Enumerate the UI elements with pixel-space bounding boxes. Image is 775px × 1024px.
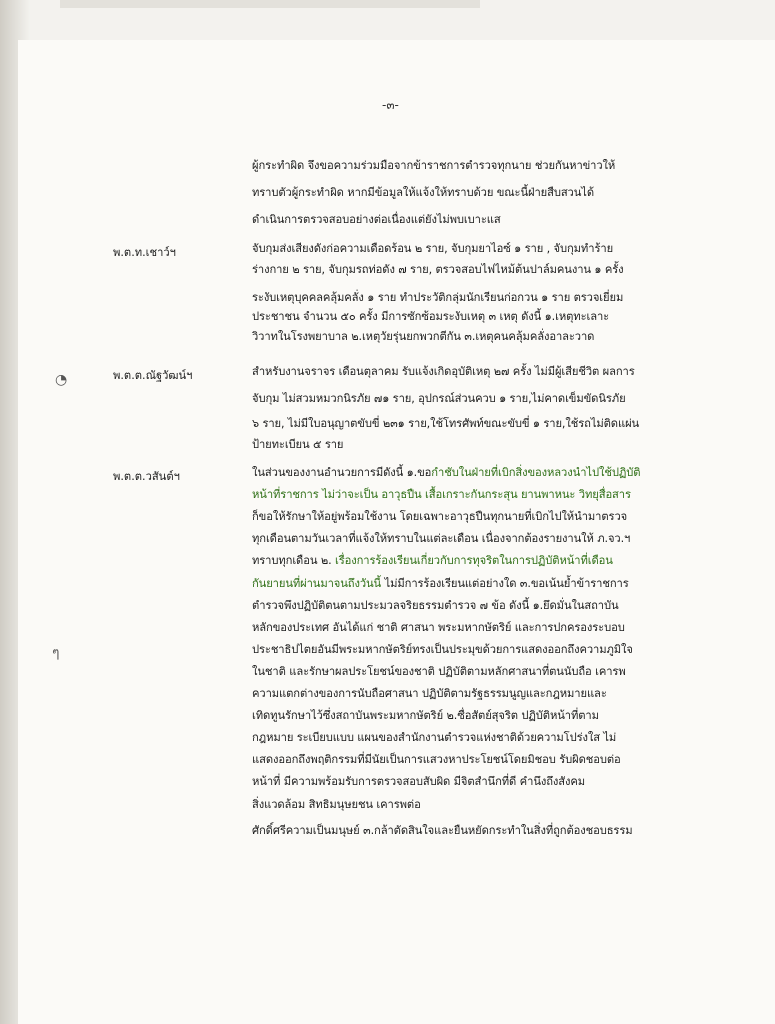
- highlighted-text: หน้าที่ราชการ ไม่ว่าจะเป็น อาวุธปืน เสื้อเกราะกันกระสุน ยานพาหนะ วิทยุสื่อสาร: [252, 488, 631, 502]
- text-line: [252, 710, 599, 721]
- scan-strip: [60, 0, 480, 8]
- text-line: ๖ ราย, ไม่มีใบอนุญาตขับขี่ ๒๓๑ ราย,ใช้โทรศัพท์ขณะขับขี่ ๑ ราย,ใช้รถไม่ติดแผ่น: [252, 417, 640, 430]
- text-line: จับกุม ไม่สวมหมวกนิรภัย ๗๑ ราย, อุปกรณ์ส่วนควบ ๑ ราย,ไม่คาดเข็มขัดนิรภัย: [252, 392, 626, 405]
- speaker-label: พ.ต.ต.วสันต์ฯ: [113, 470, 180, 483]
- text-line: [252, 511, 627, 522]
- text-segment: หลักของประเทศ อันได้แก่ ชาติ ศาสนา พระมหากษัตริย์ และการปกครองระบอบ: [252, 620, 625, 634]
- speaker-label: พ.ต.ท.เชาว์ฯ: [113, 246, 176, 259]
- text-segment: หน้าที่ มีความพร้อมรับการตรวจสอบสับผิด มีจิตสำนึกที่ดี คำนึงถึงสังคม: [252, 775, 586, 789]
- text-line: [252, 489, 631, 500]
- text-line: วิวาทในโรงพยาบาล ๒.เหตุวัยรุ่นยกพวกตีกัน ๓.เหตุคนคลุ้มคลั่งอาละวาด: [252, 329, 595, 343]
- page-number: -๓-: [382, 98, 399, 112]
- margin-mark: ๆ: [52, 645, 60, 661]
- text-line: [252, 600, 619, 611]
- text-segment: ประชาธิปไตยอันมีพระมหากษัตริย์ทรงเป็นประมุขด้วยการแสดงออกถึงความภูมิใจ: [252, 642, 633, 656]
- text-segment: ความแตกต่างของการนับถือศาสนา ปฏิบัติตามรัฐธรรมนูญและกฎหมายและ: [252, 687, 607, 700]
- text-line: [252, 754, 621, 765]
- text-segment: ไม่มีการร้องเรียนแต่อย่างใด ๓.ขอเน้นย้ำข้าราชการ: [381, 576, 629, 590]
- speaker-label: พ.ต.ต.ณัฐวัฒน์ฯ: [113, 369, 193, 382]
- text-line: [252, 644, 633, 655]
- text-line: [252, 732, 616, 743]
- text-line: [252, 578, 629, 589]
- text-line: [252, 776, 585, 787]
- text-line: ป้ายทะเบียน ๕ ราย: [252, 438, 344, 451]
- text-segment: ทราบทุกเดือน ๒.: [252, 554, 336, 568]
- text-line: สำหรับงานจราจร เดือนตุลาคม รับแจ้งเกิดอุบัติเหตุ ๒๗ ครั้ง ไม่มีผู้เสียชีวิต ผลการ: [252, 365, 635, 378]
- text-line: [252, 666, 626, 677]
- text-line: ระงับเหตุบุคคลคลุ้มคลั่ง ๑ ราย ทำประวัติกลุ่มนักเรียนก่อกวน ๑ ราย ตรวจเยี่ยม: [252, 290, 624, 304]
- margin-mark: ◔: [55, 372, 68, 388]
- text-segment: ตำรวจพึงปฏิบัติตนตามประมวลจริยธรรมตำรวจ ๗ ข้อ ดังนี้ ๑.ยึดมั่นในสถาบัน: [252, 598, 619, 612]
- text-line: [252, 688, 607, 699]
- text-segment: สิ่งแวดล้อม สิทธิมนุษยชน เคารพต่อ: [252, 797, 421, 811]
- text-line: ศักดิ์ศรีความเป็นมนุษย์ ๓.กล้าตัดสินใจและยืนหยัดกระทำในสิ่งที่ถูกต้องชอบธรรม: [252, 824, 633, 837]
- text-line: [252, 622, 625, 633]
- text-line: [252, 533, 630, 544]
- text-line: จับกุมส่งเสียงดังก่อความเดือดร้อน ๒ ราย, จับกุมยาไอซ์ ๑ ราย , จับกุมทำร้าย: [252, 242, 614, 255]
- text-segment: กฎหมาย ระเบียบแบบ แผนของสำนักงานตำรวจแห่งชาติด้วยความโปร่งใส ไม่: [252, 731, 617, 745]
- text-line: ดำเนินการตรวจสอบอย่างต่อเนื่องแต่ยังไม่พบเบาะแส: [252, 213, 501, 226]
- text-line: [252, 555, 613, 566]
- text-line: ผู้กระทำผิด จึงขอความร่วมมือจากข้าราชการตำรวจทุกนาย ช่วยกันหาข่าวให้: [252, 159, 616, 172]
- text-line: ประชาชน จำนวน ๕๐ ครั้ง มีการซักซ้อมระงับเหตุ ๓ เหตุ ดังนี้ ๑.เหตุทะเลาะ: [252, 310, 610, 323]
- text-line: ทราบตัวผู้กระทำผิด หากมีข้อมูลให้แจ้งให้ทราบด้วย ขณะนี้ฝ่ายสืบสวนได้: [252, 186, 594, 199]
- highlighted-text: เรื่องการร้องเรียนเกี่ยวกับการทุจริตในการปฏิบัติหน้าที่เดือน: [335, 554, 613, 568]
- highlighted-text: กันยายนที่ผ่านมาจนถึงวันนี้: [252, 576, 382, 590]
- text-segment: แสดงออกถึงพฤติกรรมที่มีนัยเป็นการแสวงหาประโยชน์โดยมิชอบ รับผิดชอบต่อ: [252, 753, 621, 767]
- text-line: ร่างกาย ๒ ราย, จับกุมรถท่อดัง ๗ ราย, ตรวจสอบไฟไหม้ต้นปาล์มคนงาน ๑ ครั้ง: [252, 262, 624, 276]
- text-segment: ในส่วนของงานอำนวยการมีดังนี้ ๑.ขอ: [252, 466, 432, 479]
- text-segment: เทิดทูนรักษาไว้ซึ่งสถาบันพระมหากษัตริย์ ๒.ซื่อสัตย์สุจริต ปฏิบัติหน้าที่ตาม: [252, 709, 599, 723]
- text-segment: ในชาติ และรักษาผลประโยชน์ของชาติ ปฏิบัติตามหลักศาสนาที่ตนนับถือ เคารพ: [252, 664, 626, 678]
- highlighted-text: กำชับในฝ่ายที่เบิกสิ่งของหลวงนำไปใช้ปฏิบัติ: [431, 466, 641, 479]
- text-line: [252, 799, 421, 810]
- text-segment: ก็ขอให้รักษาให้อยู่พร้อมใช้งาน โดยเฉพาะอาวุธปืนทุกนายที่เบิกไปให้นำมาตรวจ: [252, 510, 628, 524]
- text-segment: ทุกเดือนตามวันเวลาที่แจ้งให้ทราบในแต่ละเดือน เนื่องจากต้องรายงานให้ ภ.จว.ฯ: [252, 532, 631, 546]
- text-line: [252, 467, 640, 478]
